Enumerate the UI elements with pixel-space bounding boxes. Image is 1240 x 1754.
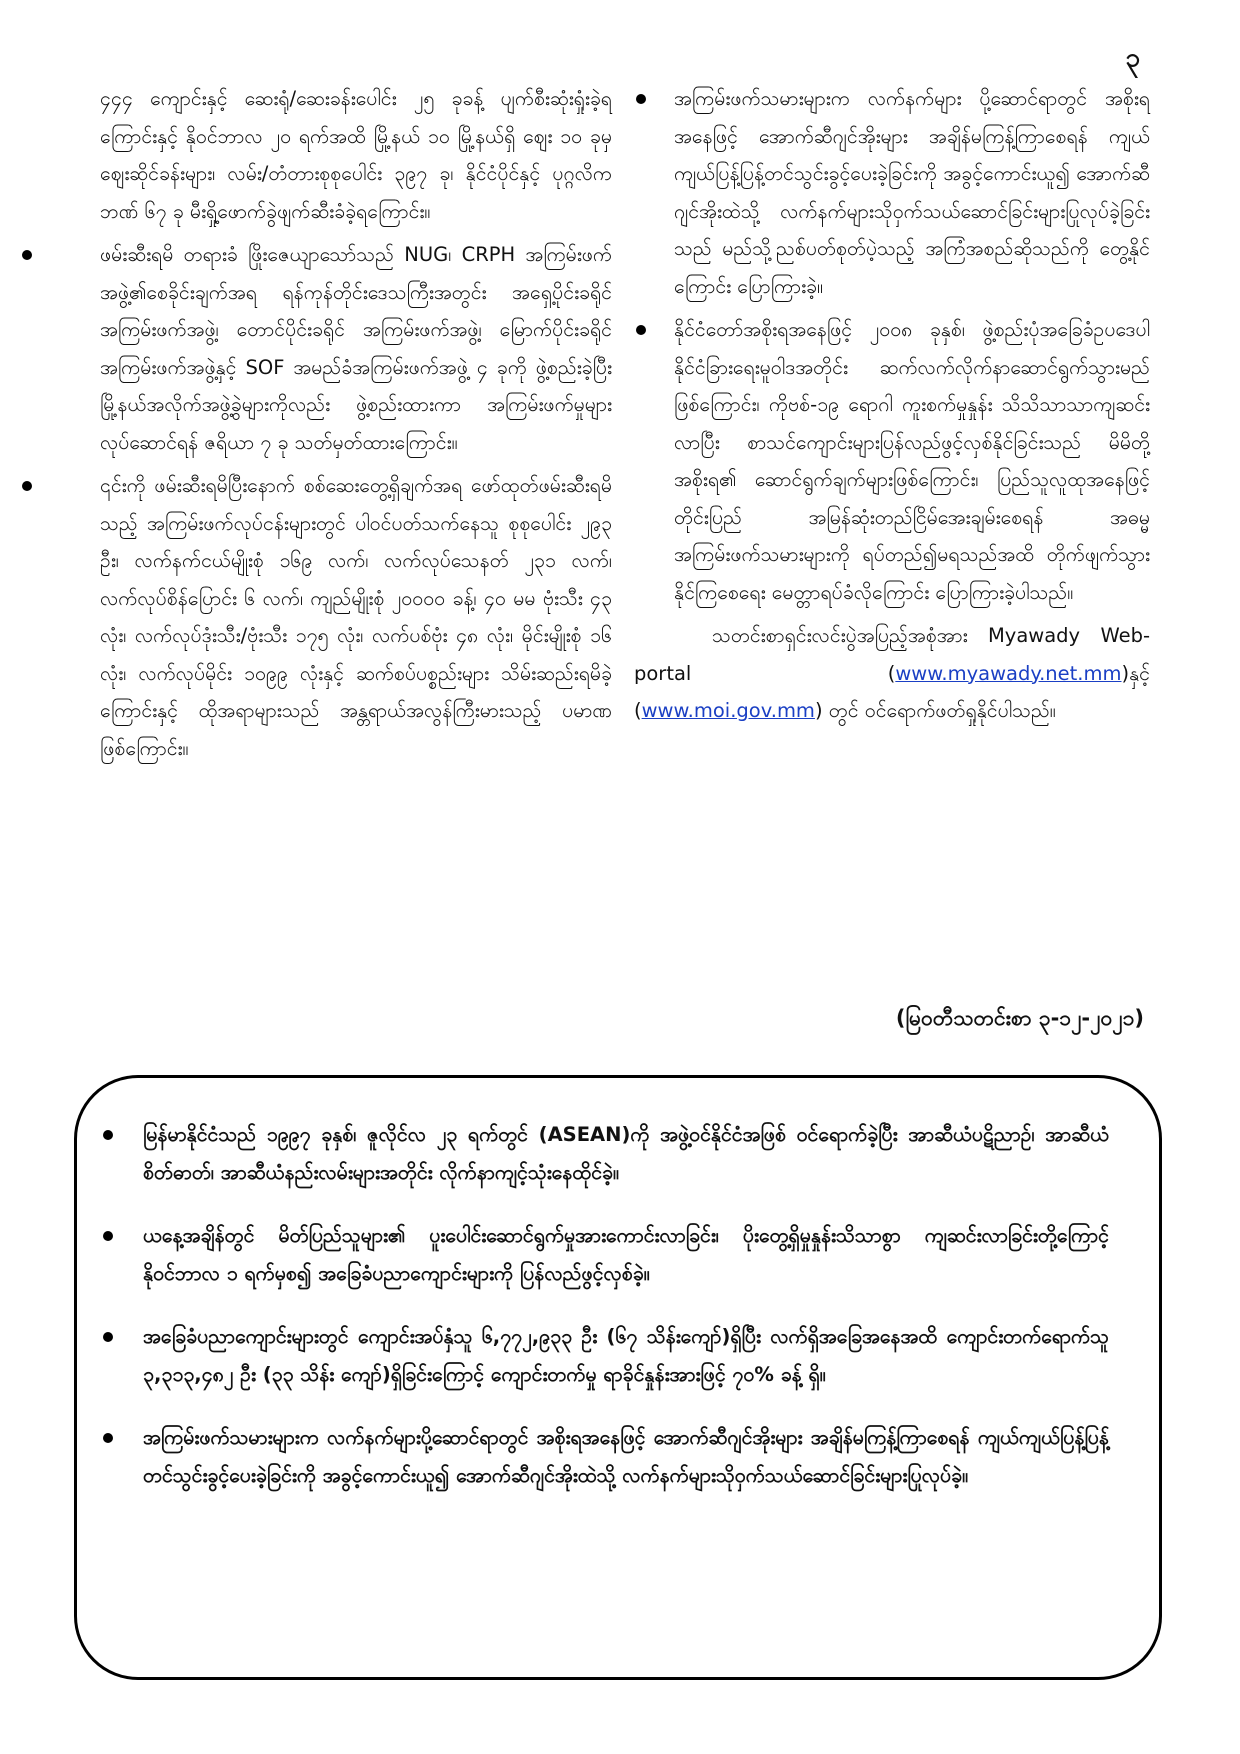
bullet-icon	[103, 1130, 113, 1140]
right-column	[634, 80, 1150, 749]
summary-item	[143, 1217, 1109, 1292]
moi-link[interactable]: www.moi.gov.mm	[641, 699, 815, 722]
myawady-link[interactable]: www.myawady.net.mm	[895, 661, 1122, 685]
summary-item	[143, 1318, 1109, 1393]
summary-text: မြန်မာနိုင်ငံသည် ၁၉၉၇ ခုနှစ်၊ ဇူလိုင်လ ၂၃ ရက်တွင် (ASEAN)ကို အဖွဲ့ဝင်နိုင်ငံအဖြစ် ဝင်ရောက်ခဲ့ပြီး အာဆီယံပဋိညာဉ်၊ အာဆီယံစိတ်ဓာတ်၊ အာဆီယံနည်းလမ်းများအတိုင်း လိုက်နာကျင့်သုံးနေထိုင်ခဲ့။	[143, 1123, 1109, 1184]
note-text-after: ) တွင် ဝင်ရောက်ဖတ်ရှုနိုင်ပါသည်။	[814, 699, 1056, 722]
full-report-note	[634, 617, 1150, 730]
bullet-icon	[636, 325, 646, 335]
bullet-paragraph	[634, 311, 1150, 611]
left-column	[100, 80, 612, 773]
summary-text: အကြမ်းဖက်သမားများက လက်နက်များပို့ဆောင်ရာတွင် အစိုးရအနေဖြင့် အောက်ဆီဂျင်အိုးများ အချိန်မကြန့်ကြာစေရန် ကျယ်ကျယ်ပြန့်ပြန့် တင်သွင်းခွင့်ပေးခဲ့ခြင်းကို အခွင့်ကောင်းယူ၍ အောက်ဆီဂျင်အိုးထဲသို့ လက်နက်များသိုဝှက်သယ်ဆောင်ခြင်းများပြုလုပ်ခဲ့။	[143, 1426, 1109, 1487]
summary-item	[143, 1116, 1109, 1191]
note-text-before: သတင်းစာရှင်းလင်းပွဲအပြည့်အစုံအား Myawady Web-portal (	[634, 624, 1150, 685]
bullet-text: နိုင်ငံတော်အစိုးရအနေဖြင့် ၂၀၀၈ ခုနှစ်၊ ဖွဲ့စည်းပုံအခြေခံဥပဒေပါ နိုင်ငံခြားရေးမူဝါဒအတိုင်း ဆက်လက်လိုက်နာဆောင်ရွက်သွားမည်ဖြစ်ကြောင်း၊ ကိုဗစ်-၁၉ ရောဂါ ကူးစက်မှုနှုန်း သိသိသာသာကျဆင်းလာပြီး စာသင်ကျောင်းများပြန်လည်ဖွင့်လှစ်နိုင်ခြင်းသည် မိမိတို့အစိုးရ၏ ဆောင်ရွက်ချက်များဖြစ်ကြောင်း၊ ပြည်သူလူထုအနေဖြင့် တိုင်းပြည် အမြန်ဆုံးတည်ငြိမ်အေးချမ်းစေရန် အဓမ္မအကြမ်းဖက်သမားများကို ရပ်တည်၍မရသည်အထိ တိုက်ဖျက်သွားနိုင်ကြစေရေး မေတ္တာရပ်ခံလိုကြောင်း ပြောကြားခဲ့ပါသည်။	[674, 318, 1150, 604]
bullet-paragraph	[634, 80, 1150, 305]
summary-box	[74, 1075, 1162, 1680]
bullet-icon	[103, 1231, 113, 1241]
bullet-text: အကြမ်းဖက်သမားများက လက်နက်များ ပို့ဆောင်ရာတွင် အစိုးရအနေဖြင့် အောက်ဆီဂျင်အိုးများ အချိန်မကြန့်ကြာစေရန် ကျယ်ကျယ်ပြန့်ပြန့်တင်သွင်းခွင့်ပေးခဲ့ခြင်းကို အခွင့်ကောင်းယူ၍ အောက်ဆီဂျင်အိုးထဲသို့ လက်နက်များသိုဝှက်သယ်ဆောင်ခြင်းများပြုလုပ်ခဲ့ခြင်းသည် မည်သို့ညစ်ပတ်စုတ်ပဲ့သည့် အကြံအစည်ဆိုသည်ကို တွေ့နိုင်ကြောင်း ပြောကြားခဲ့။	[674, 87, 1150, 298]
bullet-icon	[103, 1332, 113, 1342]
bullet-text: ဖမ်းဆီးရမိ တရားခံ ဖြိုးဇေယျာသော်သည် NUG၊ CRPH အကြမ်းဖက်အဖွဲ့၏စေခိုင်းချက်အရ ရန်ကုန်တိုင်းဒေသကြီးအတွင်း အရှေ့ပိုင်းခရိုင် အကြမ်းဖက်အဖွဲ့၊ တောင်ပိုင်းခရိုင် အကြမ်းဖက်အဖွဲ့၊ မြောက်ပိုင်းခရိုင်အကြမ်းဖက်အဖွဲ့နှင့် SOF အမည်ခံအကြမ်းဖက်အဖွဲ့ ၄ ခုကို ဖွဲ့စည်းခဲ့ပြီး မြို့နယ်အလိုက်အဖွဲ့ခွဲများကိုလည်း ဖွဲ့စည်းထားကာ အကြမ်းဖက်မှုများလုပ်ဆောင်ရန် ဇရိယာ ၇ ခု သတ်မှတ်ထားကြောင်း။	[100, 243, 612, 454]
bullet-icon	[22, 481, 32, 491]
page-number: ၃	[1125, 43, 1140, 73]
note-text-mid: )နှင့် (	[634, 661, 1150, 722]
bullet-icon	[22, 250, 32, 260]
summary-text: အခြေခံပညာကျောင်းများတွင် ကျောင်းအပ်နှံသူ ၆,၇၇၂,၉၃၃ ဦး (၆၇ သိန်းကျော်)ရှိပြီး လက်ရှိအခြေအနေအထိ ကျောင်းတက်ရောက်သူ ၃,၃၁၃,၄၈၂ ဦး (၃၃ သိန်း ကျော်)ရှိခြင်းကြောင့် ကျောင်းတက်မှု ရာခိုင်နှုန်းအားဖြင့် ၇၀% ခန့် ရှိ။	[143, 1325, 1109, 1386]
bullet-icon	[103, 1433, 113, 1443]
bullet-paragraph	[60, 467, 612, 767]
bullet-paragraph	[60, 236, 612, 461]
bullet-icon	[636, 94, 646, 104]
continued-paragraph: ၄၄၄ ကျောင်းနှင့် ဆေးရုံ/ဆေးခန်းပေါင်း ၂၅ ခုခန့် ပျက်စီးဆုံးရှုံးခဲ့ရကြောင်းနှင့် နိုဝင်ဘာလ ၂၀ ရက်အထိ မြို့နယ် ၁၀ မြို့နယ်ရှိ ဈေး ၁၀ ခုမှ ဈေးဆိုင်ခန်းများ၊ လမ်း/တံတားစုစုပေါင်း ၃၉၇ ခု၊ နိုင်ငံပိုင်နှင့် ပုဂ္ဂလိကဘဏ် ၆၇ ခု မီးရှို့ဖောက်ခွဲဖျက်ဆီးခံခဲ့ရကြောင်း။	[100, 87, 612, 223]
source-citation: (မြဝတီသတင်းစာ ၃-၁၂-၂၀၂၁)	[895, 1006, 1144, 1030]
summary-item	[143, 1419, 1109, 1494]
summary-text: ယနေ့အချိန်တွင် မိတ်ပြည်သူများ၏ ပူးပေါင်းဆောင်ရွက်မှုအားကောင်းလာခြင်း၊ ပိုးတွေ့ရှိမှုနှုန်းသိသာစွာ ကျဆင်းလာခြင်းတို့ကြောင့် နိုဝင်ဘာလ ၁ ရက်မှစ၍ အခြေခံပညာကျောင်းများကို ပြန်လည်ဖွင့်လှစ်ခဲ့။	[143, 1224, 1109, 1285]
bullet-text: ၎င်းကို ဖမ်းဆီးရမိပြီးနောက် စစ်ဆေးတွေ့ရှိချက်အရ ဖော်ထုတ်ဖမ်းဆီးရမိသည့် အကြမ်းဖက်လုပ်ငန်းများတွင် ပါဝင်ပတ်သက်နေသူ စုစုပေါင်း ၂၉၃ ဦး၊ လက်နက်ငယ်မျိုးစုံ ၁၆၉ လက်၊ လက်လုပ်သေနတ် ၂၃၁ လက်၊ လက်လုပ်စိန်ပြောင်း ၆ လက်၊ ကျည်မျိုးစုံ ၂၀၀၀၀ ခန့်၊ ၄၀ မမ ဗုံးသီး ၄၃ လုံး၊ လက်လုပ်ဒုံးသီး/ဗုံးသီး ၁၇၅ လုံး၊ လက်ပစ်ဗုံး ၄၈ လုံး၊ မိုင်းမျိုးစုံ ၁၆ လုံး၊ လက်လုပ်မိုင်း ၁၀၉၉ လုံးနှင့် ဆက်စပ်ပစ္စည်းများ သိမ်းဆည်းရမိခဲ့ကြောင်းနှင့် ထိုအရာများသည် အန္တရာယ်အလွန်ကြီးမားသည့် ပမာဏဖြစ်ကြောင်း။	[100, 474, 612, 760]
